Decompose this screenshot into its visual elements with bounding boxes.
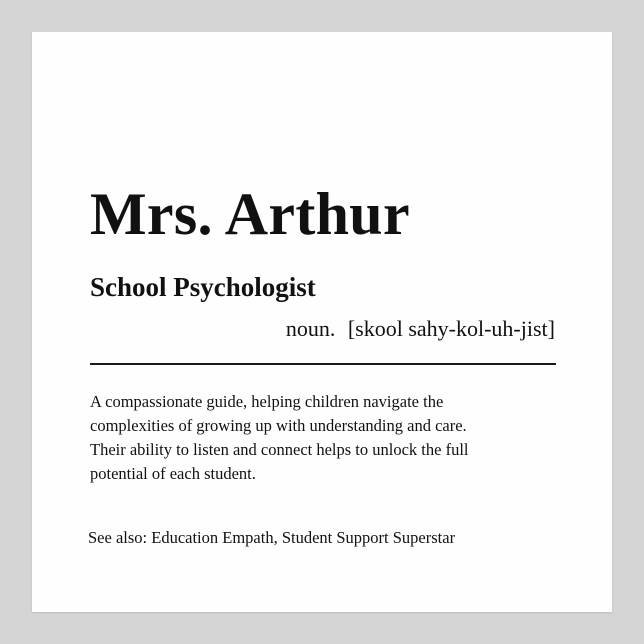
person-name: Mrs. Arthur <box>90 181 410 247</box>
definition-line: complexities of growing up with understanding and care. <box>90 416 467 435</box>
definition-text <box>90 390 560 486</box>
part-of-speech: noun. <box>285 316 336 341</box>
definition-line: potential of each student. <box>90 464 256 483</box>
pronunciation-line <box>286 318 555 340</box>
see-also-text: See also: Education Empath, Student Support Superstar <box>88 528 456 547</box>
poster-canvas <box>32 32 612 612</box>
job-title: School Psychologist <box>90 272 316 302</box>
pronunciation: [skool sahy-kol-uh-jist] <box>347 316 555 341</box>
divider-rule <box>90 363 556 365</box>
definition-line: Their ability to listen and connect helps to unlock the full <box>90 440 469 459</box>
definition-line: A compassionate guide, helping children navigate the <box>90 392 444 411</box>
